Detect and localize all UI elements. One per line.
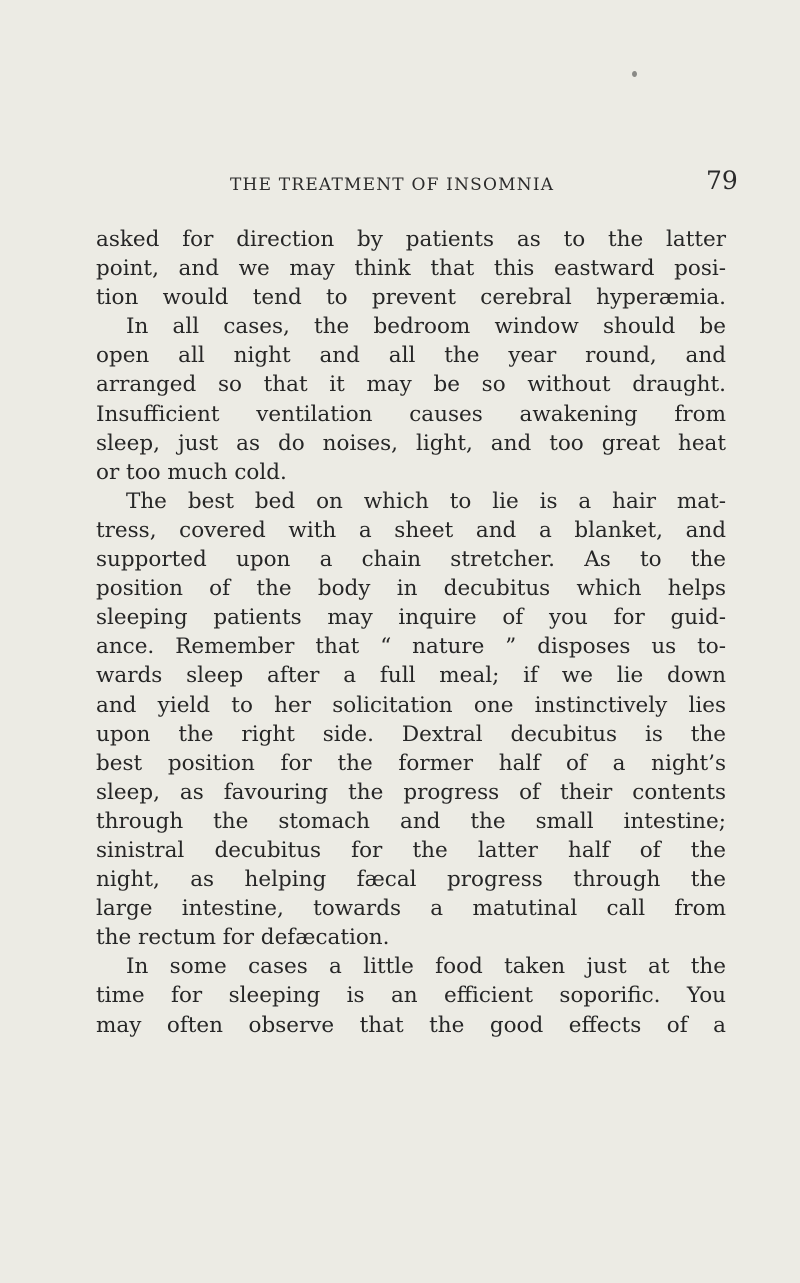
text-line: arranged so that it may be so without draught. <box>96 372 726 398</box>
text-line: best position for the former half of a night’s <box>96 750 726 776</box>
text-line: upon the right side. Dextral decubitus is the <box>96 721 726 747</box>
text-line: sleep, just as do noises, light, and too great heat <box>96 430 726 456</box>
text-line: wards sleep after a full meal; if we lie down <box>96 663 726 689</box>
text-line: may often observe that the good effects of a <box>96 1012 726 1038</box>
text-line: tion would tend to prevent cerebral hyperæmia. <box>96 285 726 311</box>
text-line: night, as helping fæcal progress through the <box>96 867 726 893</box>
text-line: time for sleeping is an efficient soporific. You <box>96 983 726 1009</box>
text-line: asked for direction by patients as to the latter <box>96 227 726 252</box>
body-text <box>96 225 726 1040</box>
text-line: sleeping patients may inquire of you for guid- <box>96 605 726 631</box>
text-line: large intestine, towards a matutinal call from <box>96 896 726 922</box>
text-line: Insufficient ventilation causes awakening from <box>96 401 726 427</box>
text-line: position of the body in decubitus which helps <box>96 576 726 602</box>
text-line: or too much cold. <box>96 459 287 485</box>
text-line: through the stomach and the small intestine; <box>96 808 726 834</box>
text-line: the rectum for defæcation. <box>96 925 390 951</box>
text-line: ance. Remember that “ nature ” disposes us to- <box>96 634 726 660</box>
text-line: tress, covered with a sheet and a blanket, and <box>96 517 726 543</box>
text-line: sinistral decubitus for the latter half of the <box>96 837 726 863</box>
text-line: The best bed on which to lie is a hair mat- <box>126 488 726 514</box>
text-line: supported upon a chain stretcher. As to the <box>96 547 726 573</box>
text-line: and yield to her solicitation one instinctively lies <box>96 692 726 718</box>
text-line: sleep, as favouring the progress of their contents <box>96 779 726 805</box>
text-line: open all night and all the year round, and <box>96 343 726 369</box>
text-line: In some cases a little food taken just at the <box>126 954 726 980</box>
printing-speck <box>632 71 637 77</box>
text-line: point, and we may think that this eastward posi- <box>96 256 726 282</box>
running-head: THE TREATMENT OF INSOMNIA <box>230 175 555 195</box>
text-line: In all cases, the bedroom window should be <box>126 314 726 340</box>
page-number: 79 <box>706 166 738 195</box>
